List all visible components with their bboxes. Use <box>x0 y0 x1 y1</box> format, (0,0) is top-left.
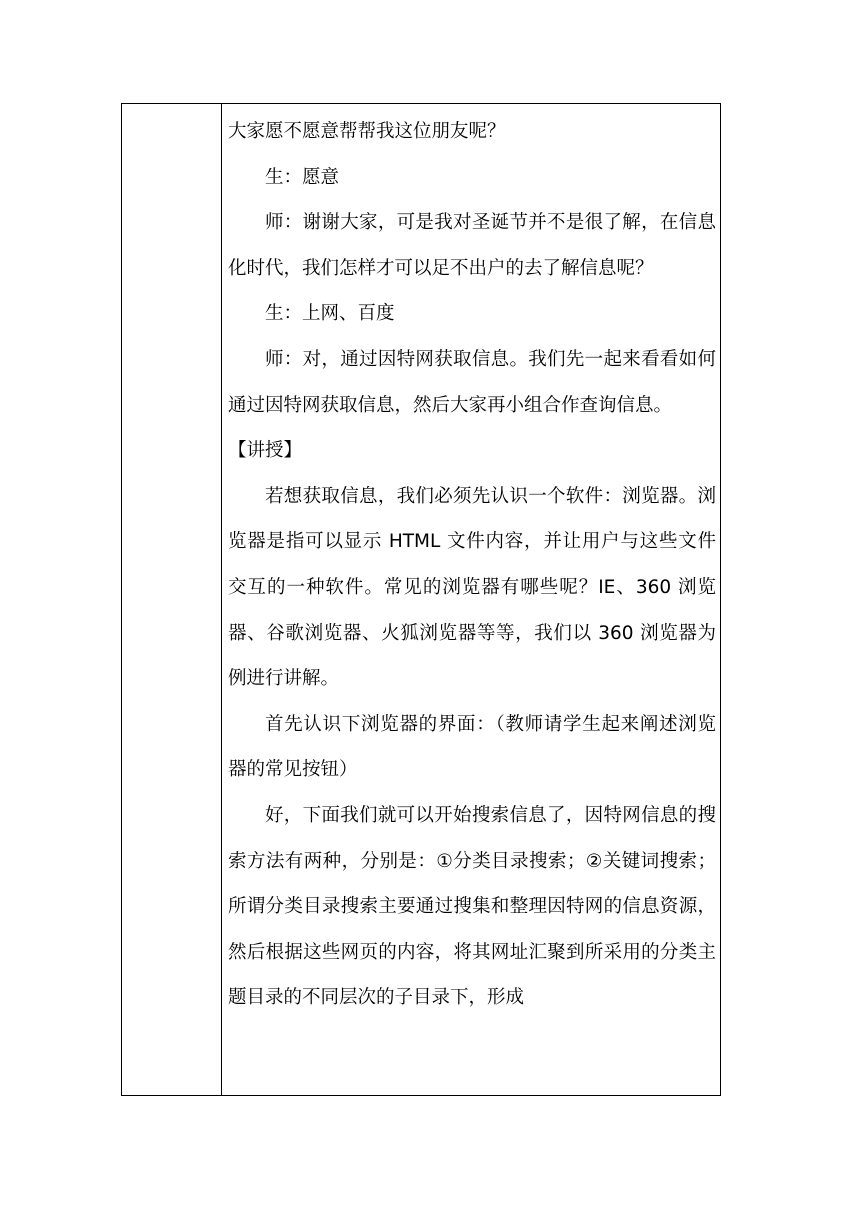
paragraph-browser-intro: 若想获取信息，我们必须先认识一个软件：浏览器。浏览器是指可以显示 HTML 文件内容，并让用户与这些文件交互的一种软件。常见的浏览器有哪些呢？IE、360 浏览器、谷歌浏览器、火狐浏览器等等，我们以 360 浏览器为例进行讲解。 <box>228 485 716 690</box>
table-left-cell <box>122 104 222 1095</box>
paragraph-teacher-1: 师：谢谢大家，可是我对圣诞节并不是很了解，在信息化时代，我们怎样才可以足不出户的去了解信息呢？ <box>228 212 716 279</box>
paragraph-search-methods: 好，下面我们就可以开始搜索信息了，因特网信息的搜索方法有两种，分别是：①分类目录搜索；②关键词搜索；所谓分类目录搜索主要通过搜集和整理因特网的信息资源，然后根据这些网页的内容，将其网址汇聚到所采用的分类主题目录的不同层次的子目录下，形成 <box>228 804 716 1009</box>
table-content-cell <box>222 104 720 1095</box>
paragraph-teacher-2: 师：对，通过因特网获取信息。我们先一起来看看如何通过因特网获取信息，然后大家再小组合作查询信息。 <box>228 348 716 416</box>
section-heading-lecture: 【讲授】 <box>228 440 303 462</box>
paragraph-question: 大家愿不愿意帮帮我这位朋友呢？ <box>228 121 506 142</box>
lesson-table <box>121 103 721 1096</box>
paragraph-browser-interface: 首先认识下浏览器的界面：（教师请学生起来阐述浏览器的常见按钮） <box>228 713 716 781</box>
paragraph-student-answer-2: 生：上网、百度 <box>265 303 395 325</box>
paragraph-student-answer-1: 生：愿意 <box>265 166 340 188</box>
